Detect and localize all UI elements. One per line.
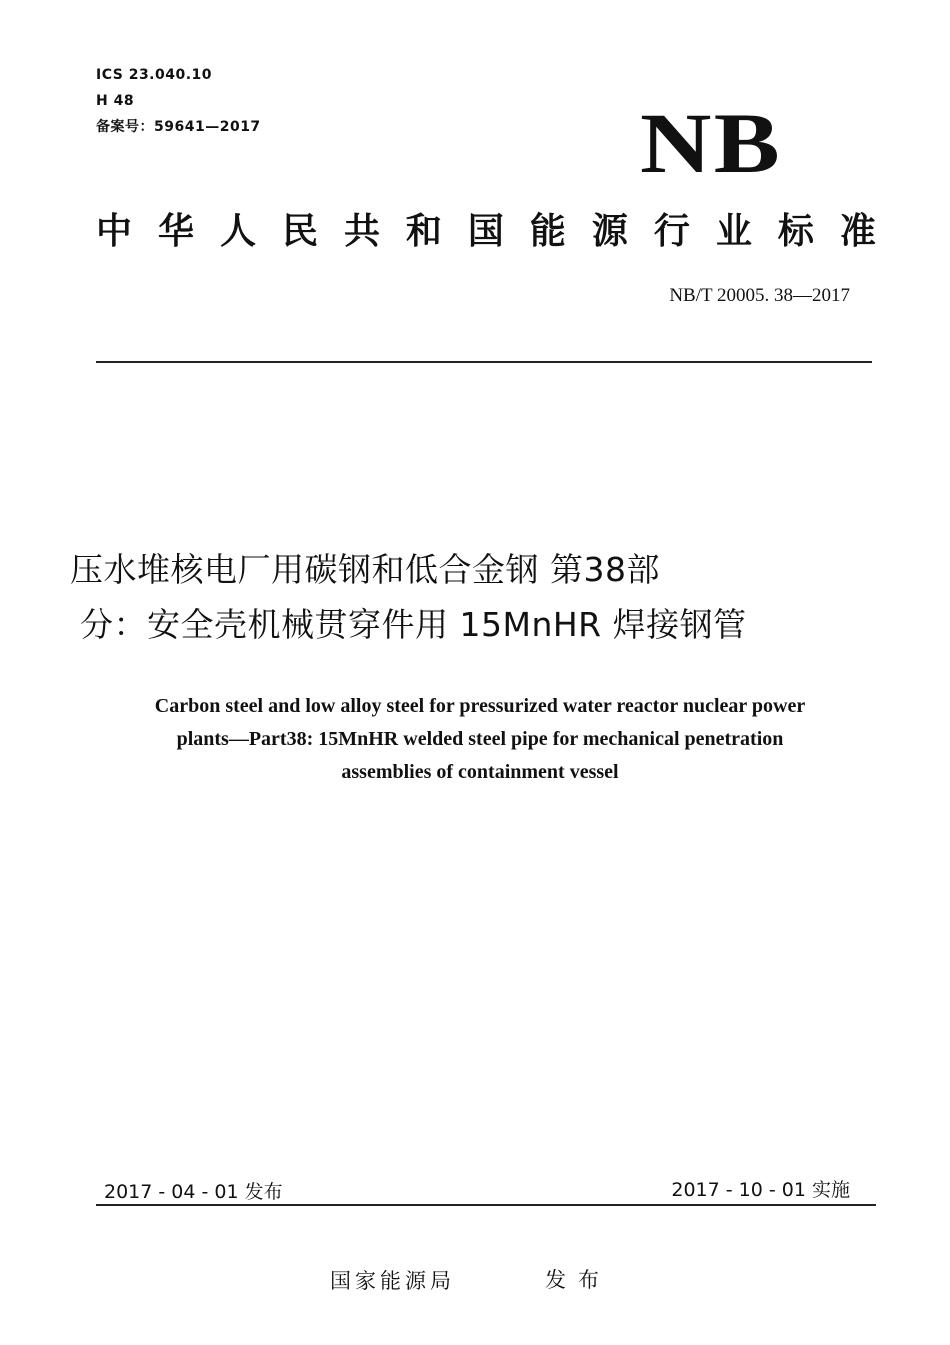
implementation-date: 2017 - 10 - 01 实施 bbox=[671, 1179, 850, 1201]
top-divider bbox=[96, 361, 872, 363]
english-title-line: Carbon steel and low alloy steel for pressurized water reactor nuclear power bbox=[154, 695, 806, 717]
category-char: 和 bbox=[405, 211, 442, 252]
bottom-divider bbox=[96, 1204, 876, 1206]
category-char: 标 bbox=[777, 211, 814, 252]
nb-logo: NB bbox=[640, 95, 782, 191]
category-char: 国 bbox=[467, 211, 504, 252]
chinese-title-line: 分：安全壳机械贯穿件用 15MnHR 焊接钢管 bbox=[80, 605, 747, 644]
category-char: 华 bbox=[157, 211, 194, 252]
category-char: 人 bbox=[219, 211, 256, 252]
category-char: 准 bbox=[839, 211, 876, 252]
issue-date: 2017 - 04 - 01 发布 bbox=[104, 1181, 283, 1203]
english-title-line: plants—Part38: 15MnHR welded steel pipe for mechanical penetration bbox=[176, 728, 784, 750]
category-char: 共 bbox=[343, 211, 380, 252]
chinese-title-line: 压水堆核电厂用碳钢和低合金钢 第38部 bbox=[70, 550, 660, 589]
category-char: 中 bbox=[96, 211, 133, 252]
publish-label: 发布 bbox=[545, 1268, 611, 1292]
publisher: 国家能源局 bbox=[330, 1269, 455, 1293]
category-char: 能 bbox=[529, 211, 566, 252]
english-title-line: assemblies of containment vessel bbox=[341, 761, 619, 783]
category-char: 民 bbox=[281, 211, 318, 252]
filing-number: 备案号：59641—2017 bbox=[96, 119, 261, 135]
category-char: 行 bbox=[653, 211, 690, 252]
standard-category bbox=[96, 206, 876, 258]
chinese-title bbox=[70, 550, 880, 645]
ics-code: ICS 23.040.10 bbox=[96, 67, 213, 83]
english-title bbox=[80, 690, 880, 789]
clc-code: H 48 bbox=[96, 93, 135, 109]
standard-number: NB/T 20005. 38—2017 bbox=[669, 285, 850, 306]
category-char: 源 bbox=[591, 211, 628, 252]
category-char: 业 bbox=[715, 211, 752, 252]
